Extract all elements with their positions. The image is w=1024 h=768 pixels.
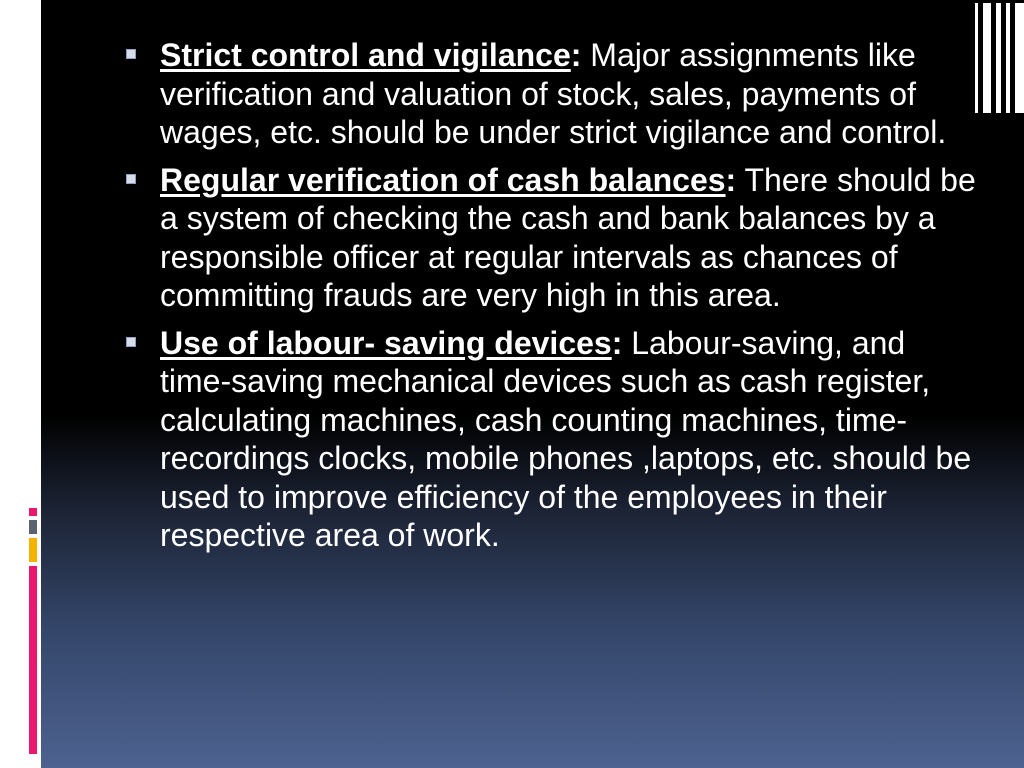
- decorative-vertical-bars: [970, 3, 1024, 113]
- left-margin-strip: [0, 0, 41, 768]
- bullet-text: Major assignments like verification and valuation of stock, sales, payments of wages, etc. should be under strict vigilance and control.: [160, 37, 947, 150]
- accent-bar-gray: [29, 520, 37, 534]
- accent-bar-gold: [29, 538, 37, 562]
- bullet-item: [118, 36, 978, 152]
- bullet-colon: :: [570, 37, 582, 73]
- decor-bar: [1015, 3, 1024, 113]
- bullet-item: [118, 161, 978, 315]
- square-bullet-icon: [126, 337, 136, 347]
- accent-bar-pink: [29, 566, 37, 754]
- decor-bar: [983, 3, 991, 113]
- bullet-colon: :: [725, 161, 737, 198]
- bullet-heading: Regular verification of cash balances: [160, 161, 726, 198]
- accent-bar-pink-top: [29, 508, 37, 516]
- square-bullet-icon: [126, 174, 136, 184]
- bullet-heading: Strict control and vigilance: [160, 37, 571, 73]
- decor-bar: [996, 3, 1001, 113]
- square-bullet-icon: [126, 49, 136, 59]
- bullet-item: [118, 324, 978, 555]
- bullet-heading: Use of labour- saving devices: [160, 324, 612, 361]
- bullet-text: There should be a system of checking the cash and bank balances by a responsible officer at regular intervals as chances of committing frauds are very high in this area.: [160, 161, 976, 313]
- decor-bar: [1006, 3, 1010, 113]
- bullet-text: Labour-saving, and time-saving mechanical devices such as cash register, calculating machines, cash counting machines, time-recordings clocks, mobile phones ,laptops, etc. should be used to improve efficiency of the employees in their respective area of work.: [160, 324, 972, 553]
- bullet-colon: :: [611, 324, 623, 361]
- slide-body: [118, 36, 978, 564]
